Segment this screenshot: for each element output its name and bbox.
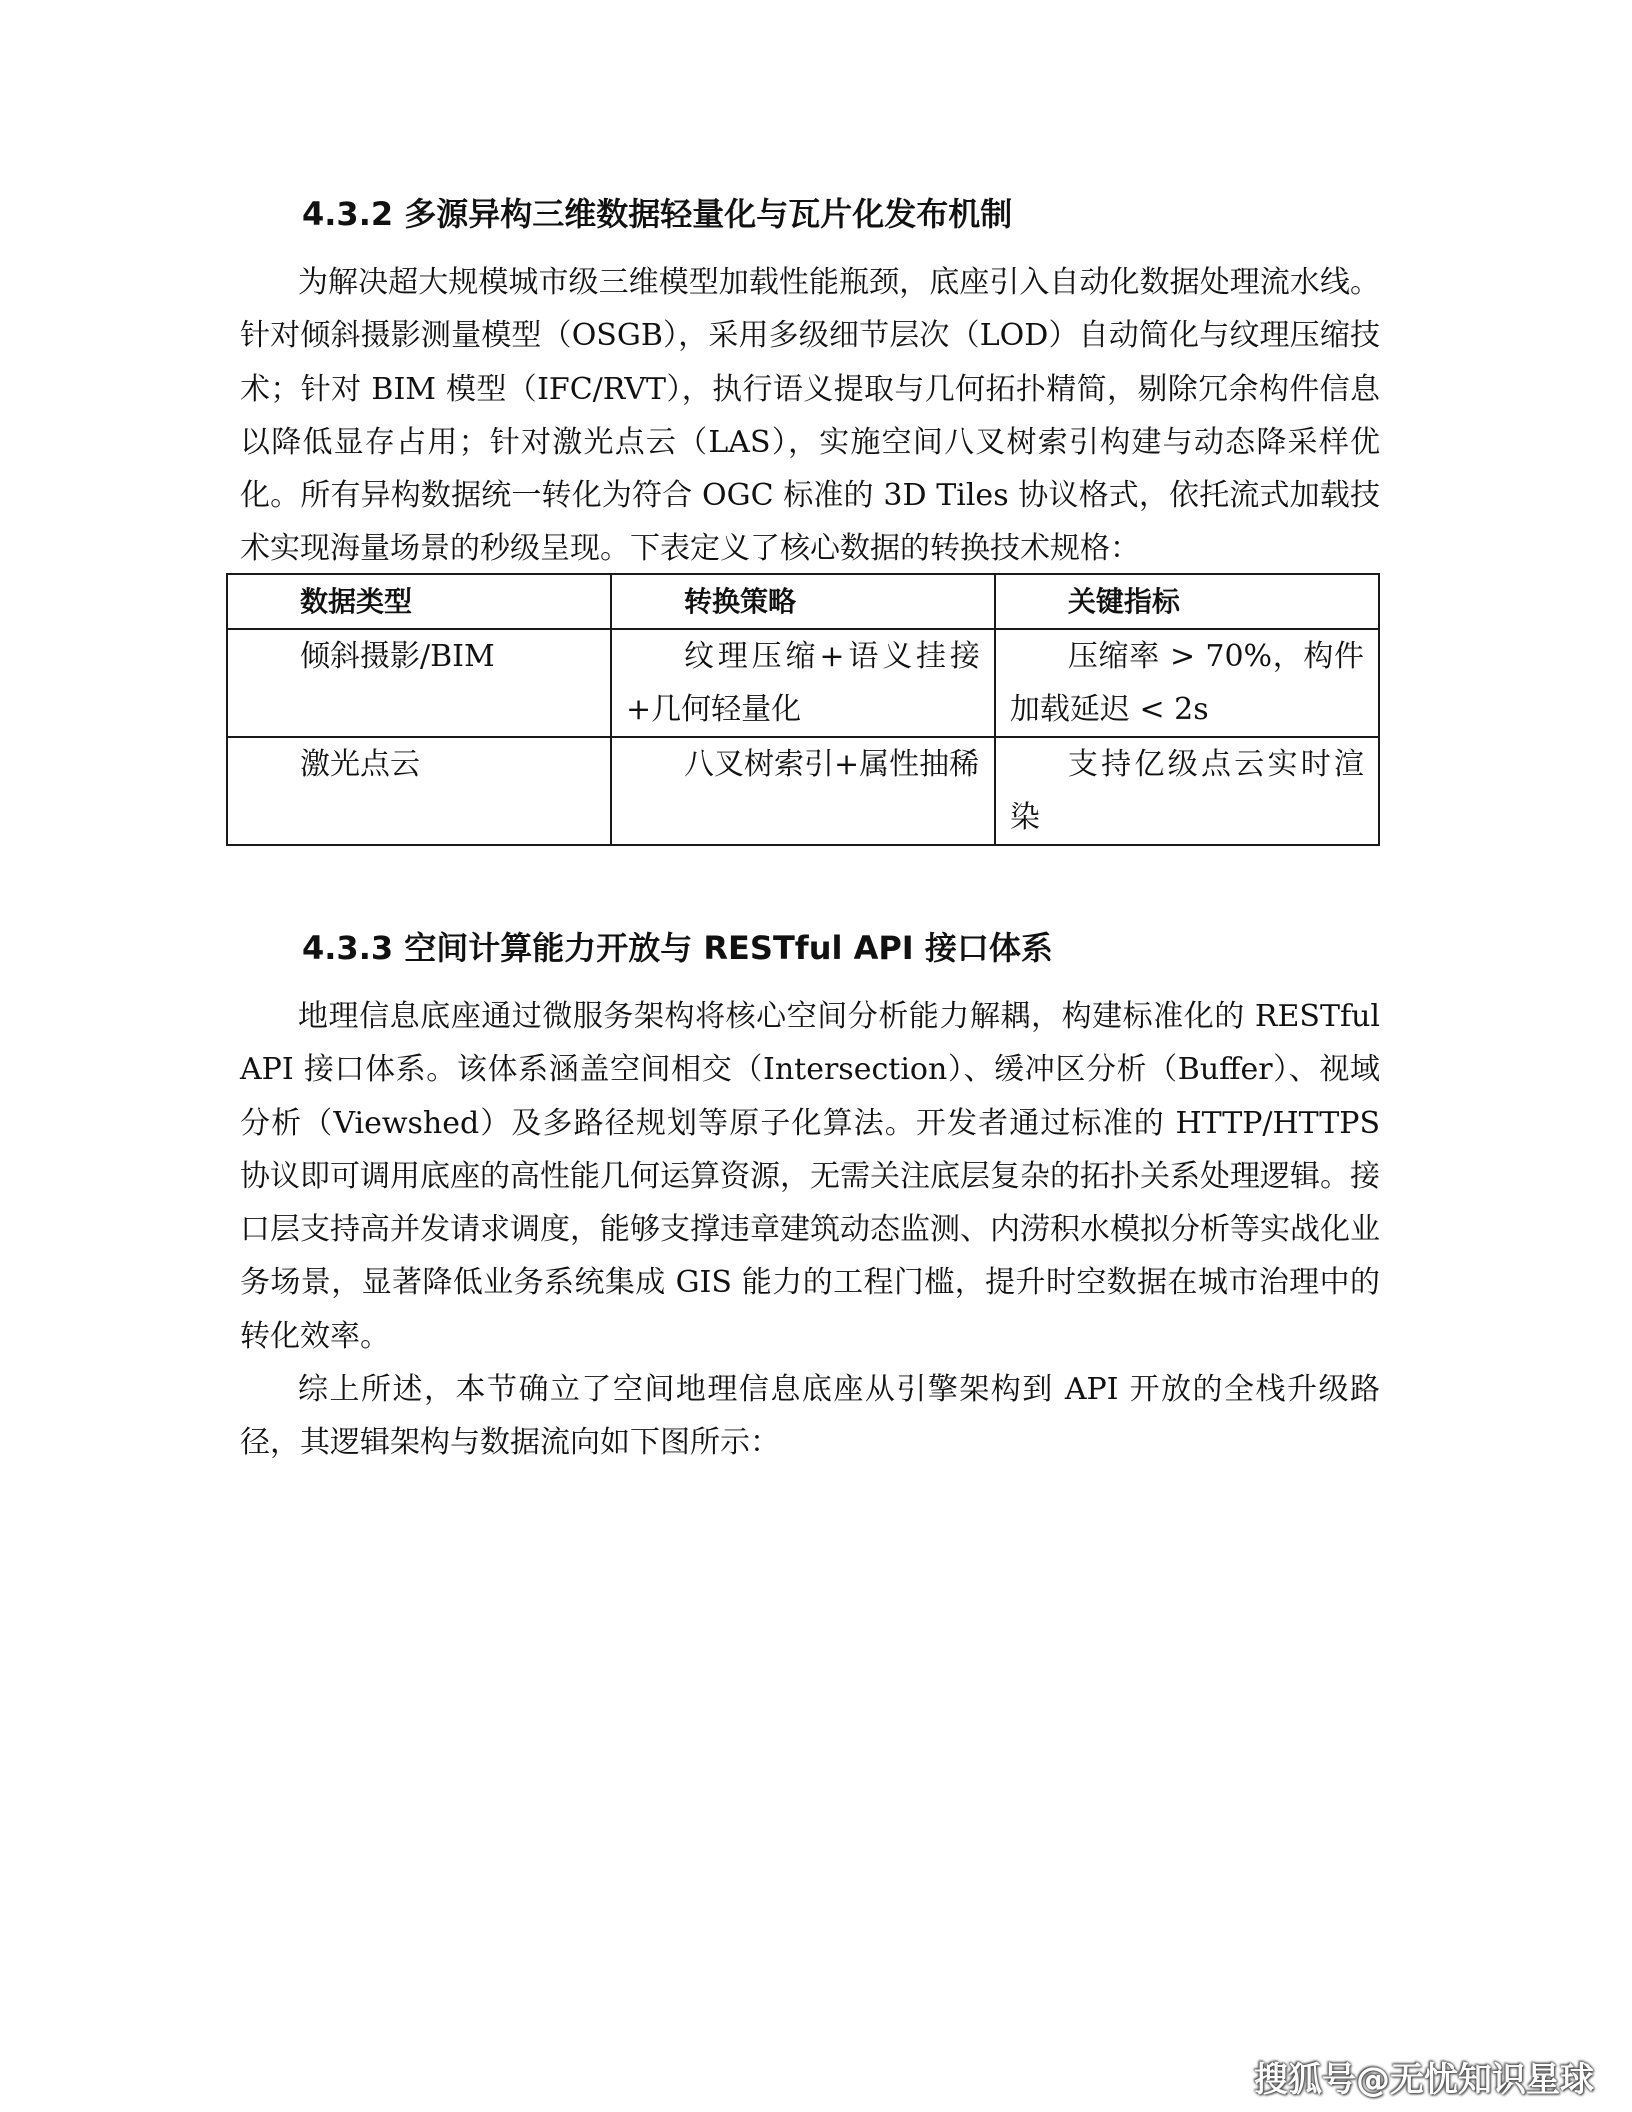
table-row — [227, 629, 1379, 737]
cell-conversion-strategy: 纹理压缩+语义挂接+几何轻量化 — [611, 629, 995, 737]
section-4-3-2-paragraph: 为解决超大规模城市级三维模型加载性能瓶颈，底座引入自动化数据处理流水线。针对倾斜摄影测量模型（OSGB），采用多级细节层次（LOD）自动简化与纹理压缩技术；针对 BIM 模型（IFC/RVT），执行语义提取与几何拓扑精简，剔除冗余构件信息以降低显存占用；针对激光点云（LAS），实施空间八叉树索引构建与动态降采样优化。所有异构数据统一转化为符合 OGC 标准的 3D Tiles 协议格式，依托流式加载技术实现海量场景的秒级呈现。下表定义了核心数据的转换技术规格： — [240, 265, 1380, 567]
cell-conversion-strategy: 八叉树索引+属性抽稀 — [611, 737, 995, 845]
table-row — [227, 737, 1379, 845]
section-4-3-3-paragraph: 地理信息底座通过微服务架构将核心空间分析能力解耦，构建标准化的 RESTful API 接口体系。该体系涵盖空间相交（Intersection）、缓冲区分析（Buffer）、视域分析（Viewshed）及多路径规划等原子化算法。开发者通过标准的 HTTP/HTTPS 协议即可调用底座的高性能几何运算资源，无需关注底层复杂的拓扑关系处理逻辑。接口层支持高并发请求调度，能够支撑违章建筑动态监测、内涝积水模拟分析等实战化业务场景，显著降低业务系统集成 GIS 能力的工程门槛，提升时空数据在城市治理中的转化效率。 — [240, 999, 1380, 1354]
data-conversion-spec-table — [226, 573, 1380, 846]
cell-data-type: 倾斜摄影/BIM — [227, 629, 611, 737]
cell-key-metrics: 支持亿级点云实时渲染 — [995, 737, 1379, 845]
table-header-row — [227, 574, 1379, 629]
cell-data-type: 激光点云 — [227, 737, 611, 845]
section-heading-4-3-2: 4.3.2 多源异构三维数据轻量化与瓦片化发布机制 — [302, 195, 1013, 233]
header-key-metrics: 关键指标 — [995, 574, 1379, 629]
source-watermark: 搜狐号@无忧知识星球 — [1254, 2060, 1594, 2100]
header-data-type: 数据类型 — [227, 574, 611, 629]
section-heading-4-3-3: 4.3.3 空间计算能力开放与 RESTful API 接口体系 — [302, 929, 1053, 967]
cell-key-metrics: 压缩率 > 70%，构件加载延迟 < 2s — [995, 629, 1379, 737]
header-conversion-strategy: 转换策略 — [611, 574, 995, 629]
section-summary-paragraph: 综上所述，本节确立了空间地理信息底座从引擎架构到 API 开放的全栈升级路径，其逻辑架构与数据流向如下图所示： — [240, 1372, 1380, 1461]
